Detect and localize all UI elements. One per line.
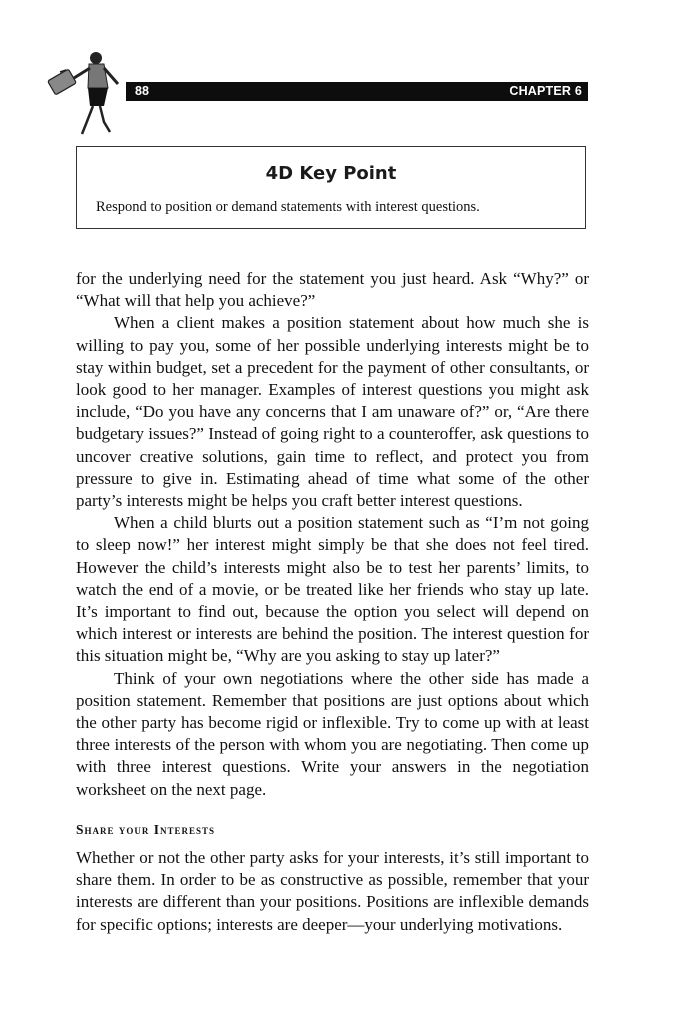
key-point-title: 4D Key Point — [265, 163, 397, 184]
paragraph: for the underlying need for the statement you just heard. Ask “Why?” or “What will that help you achieve?” — [76, 269, 589, 311]
body-text — [76, 268, 589, 801]
paragraph: When a child blurts out a position statement such as “I’m not going to sleep now!” her interest might simply be that she does not feel tired. However the child’s interests might also be to test her parents’ limits, to watch the end of a movie, or be treated like her friends who stay up late. It’s important to find out, because the option you select will depend on which interest or interests are behind the position. The interest question for this situation might be, “Why are you asking to stay up later?” — [76, 513, 589, 666]
section-heading: Share your Interests — [76, 822, 216, 837]
paragraph: Think of your own negotiations where the other side has made a position statement. Remember that positions are just options about which the other party has become rigid or inflexible. Try to come up with at least three interests of the person with whom you are negotiating. Then come up with three interest questions. Write your answers in the negotiation worksheet on the next page. — [76, 668, 589, 799]
running-header — [126, 82, 588, 101]
businesswoman-icon — [44, 44, 124, 136]
chapter-label: CHAPTER 6 — [509, 84, 582, 98]
page-number: 88 — [135, 84, 149, 98]
paragraph: When a client makes a position statement about how much she is willing to pay you, some of her possible underlying interests might be to stay within budget, set a precedent for the payment of other consultants, or look good to her manager. Examples of interest questions you might ask include, “Do you have any concerns that I am unaware of?” or, “Are there budgetary issues?” Instead of going right to a counteroffer, ask questions to uncover creative solutions, gain time to reflect, and protect you from pressure to give in. Estimating ahead of time what some of the other party’s interests might be helps you craft better interest questions. — [76, 313, 589, 511]
key-point-box — [76, 146, 586, 229]
key-point-text: Respond to position or demand statements with interest questions. — [96, 199, 480, 215]
section-body — [76, 847, 589, 936]
paragraph: Whether or not the other party asks for your interests, it’s still important to share them. In order to be as constructive as possible, remember that your interests are different than your positions. Positions are inflexible demands for specific options; interests are deeper—your underlying motivations. — [76, 848, 589, 934]
